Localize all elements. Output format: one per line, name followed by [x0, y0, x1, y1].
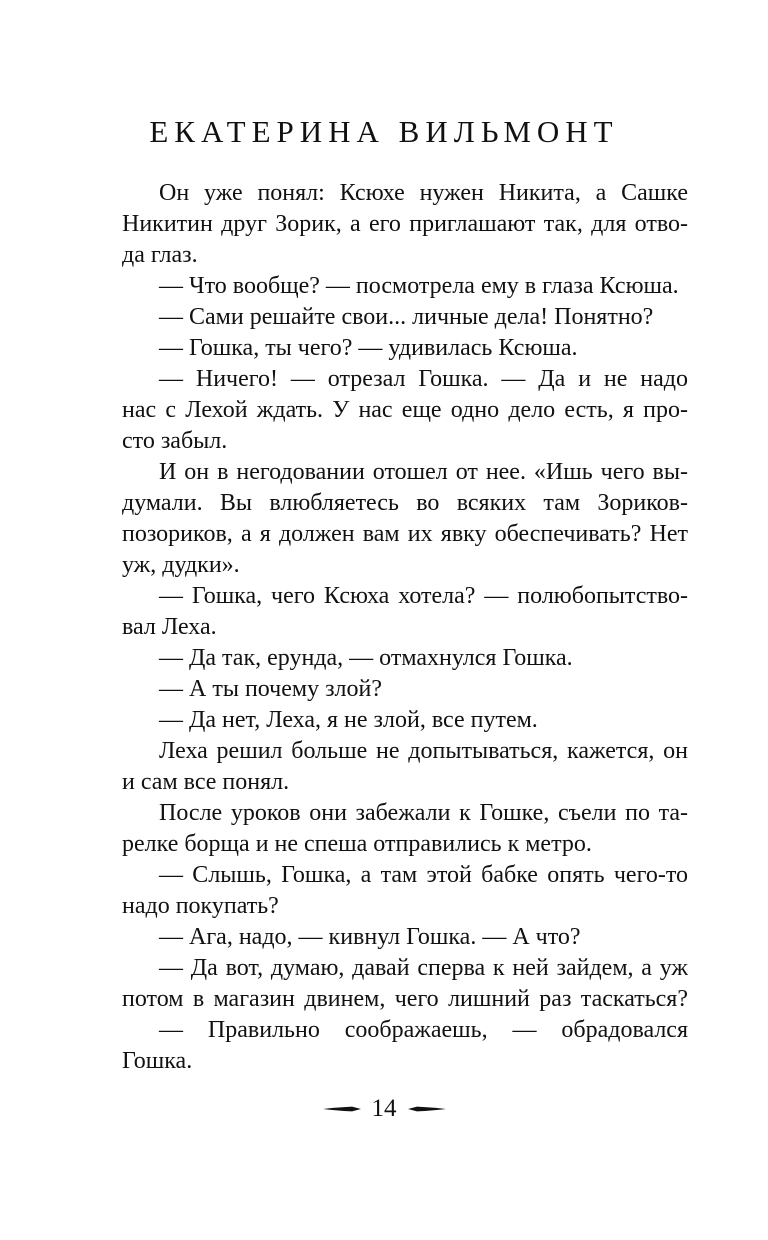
- text-line: вал Леха.: [122, 614, 217, 640]
- page-number: [0, 1092, 768, 1126]
- text-line: — Слышь, Гошка, а там этой бабке опять чего-то: [159, 862, 688, 888]
- text-line: Леха решил больше не допытываться, кажется, он: [159, 738, 688, 764]
- text-line: — А ты почему злой?: [159, 676, 383, 702]
- text-line: надо покупать?: [122, 893, 279, 919]
- text-line: — Ага, надо, — кивнул Гошка. — А что?: [159, 924, 581, 950]
- text-line: — Что вообще? — посмотрела ему в глаза Ксюша.: [159, 273, 679, 299]
- text-line: позориков, а я должен вам их явку обеспечивать? Нет: [122, 521, 688, 547]
- text-line: — Правильно соображаешь, — обрадовался: [159, 1017, 688, 1043]
- text-line: уж, дудки».: [122, 552, 240, 578]
- text-line: — Сами решайте свои... личные дела! Понятно?: [159, 304, 654, 330]
- text-line: И он в негодовании отошел от нее. «Ишь чего вы-: [159, 459, 688, 485]
- text-line: После уроков они забежали к Гошке, съели по та-: [159, 800, 688, 826]
- text-line: потом в магазин двинем, чего лишний раз таскаться?: [122, 986, 688, 1012]
- text-line: Гошка.: [122, 1048, 193, 1074]
- text-line: и сам все понял.: [122, 769, 290, 795]
- text-line: — Да нет, Леха, я не злой, все путем.: [159, 707, 538, 733]
- page-number-text: 14: [371, 1095, 397, 1122]
- right-ornament-icon: [407, 1105, 447, 1113]
- text-line: Он уже понял: Ксюхе нужен Никита, а Сашке: [159, 180, 688, 206]
- text-line: Никитин друг Зорик, а его приглашают так, для отво-: [122, 211, 688, 237]
- text-line: нас с Лехой ждать. У нас еще одно дело есть, я про-: [122, 397, 688, 423]
- text-line: — Гошка, чего Ксюха хотела? — полюбопытство-: [159, 583, 688, 609]
- text-line: — Гошка, ты чего? — удивилась Ксюша.: [159, 335, 578, 361]
- text-line: сто забыл.: [122, 428, 228, 454]
- text-line: да глаз.: [122, 242, 198, 268]
- text-line: релке борща и не спеша отправились к метро.: [122, 831, 592, 857]
- text-line: — Ничего! — отрезал Гошка. — Да и не надо: [159, 366, 688, 392]
- body-text: [122, 178, 688, 1077]
- text-line: — Да так, ерунда, — отмахнулся Гошка.: [159, 645, 573, 671]
- text-line: — Да вот, думаю, давай сперва к ней зайдем, а уж: [159, 955, 688, 981]
- text-line: думали. Вы влюбляетесь во всяких там Зориков-: [122, 490, 688, 516]
- running-head: ЕКАТЕРИНА ВИЛЬМОНТ: [149, 114, 619, 149]
- left-ornament-icon: [322, 1105, 362, 1113]
